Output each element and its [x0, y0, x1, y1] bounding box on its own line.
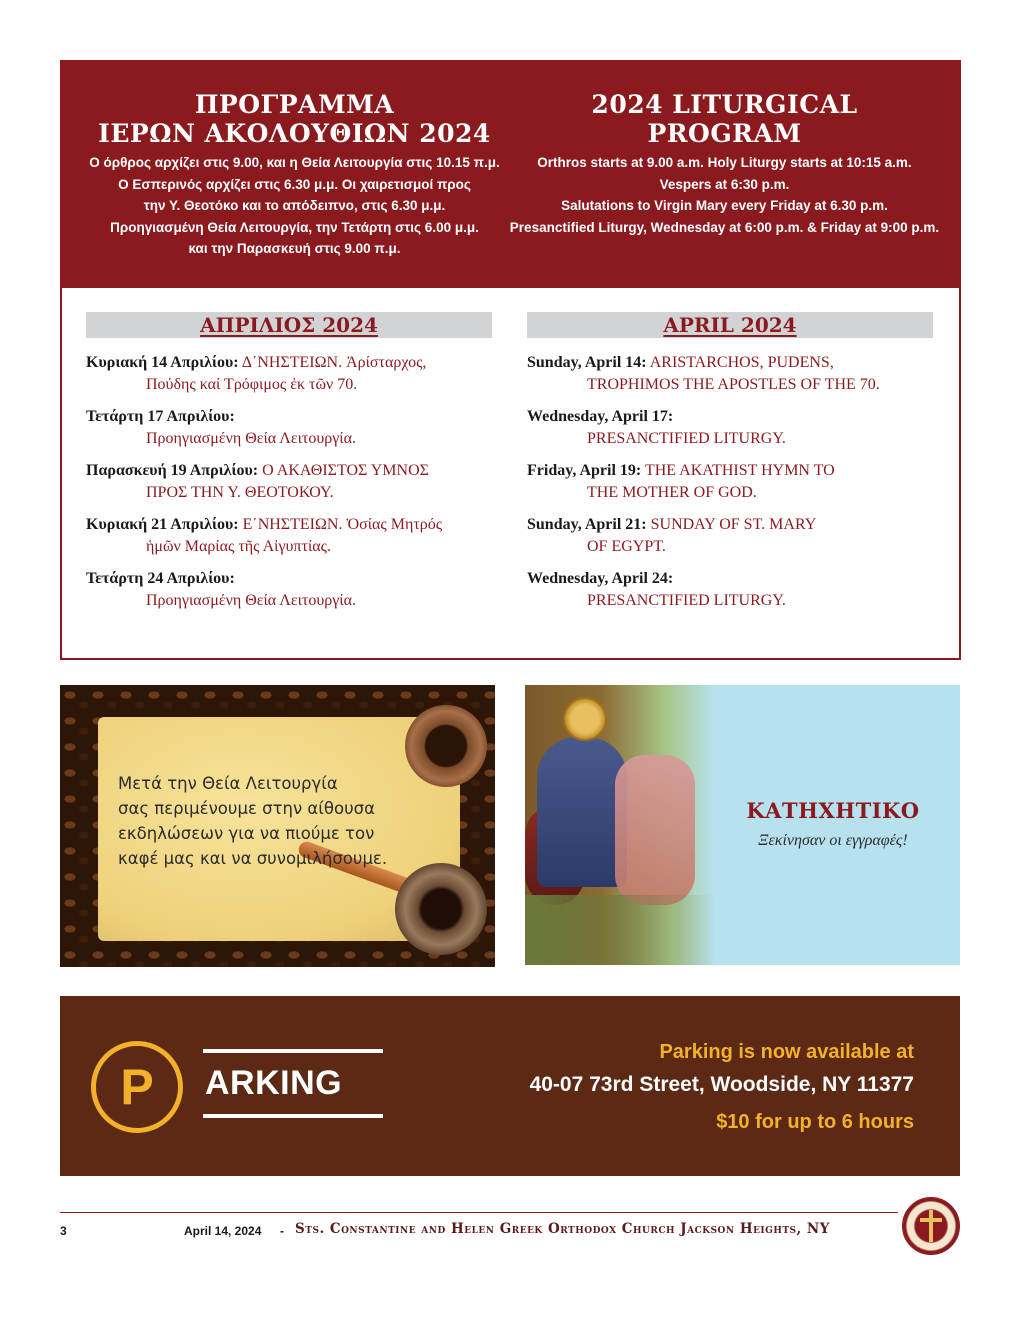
- english-title-line2: PROGRAM: [647, 119, 802, 148]
- church-seal-icon: [902, 1197, 960, 1255]
- parking-word: ARKING: [205, 1064, 343, 1102]
- parking-top-rule: [203, 1049, 383, 1053]
- parking-availability: Parking is now available at: [659, 1041, 914, 1063]
- greek-month-heading: ΑΠΡΙΛΙΟΣ 2024: [86, 312, 492, 338]
- greek-title-line1: ΠΡΟΓΡΑΜΜΑ: [194, 90, 395, 119]
- greek-service-line: Ο Εσπερινός αρχίζει στις 6.30 μ.μ. Οι χαιρετισμοί προς: [118, 176, 471, 192]
- list-item: [527, 460, 933, 504]
- footer-separator: -: [280, 1224, 284, 1238]
- entry-day: Sunday, April 21:: [527, 516, 647, 533]
- entry-day: Friday, April 19:: [527, 462, 642, 479]
- english-service-line: Salutations to Virgin Mary every Friday at 6.30 p.m.: [561, 198, 888, 213]
- greek-month-entries: [86, 352, 492, 612]
- english-service-times: [502, 152, 947, 238]
- icon-children-group: [615, 755, 695, 905]
- parking-price: $10 for up to 6 hours: [716, 1111, 914, 1133]
- english-service-line: Vespers at 6:30 p.m.: [659, 176, 790, 192]
- list-item: [86, 352, 492, 396]
- entry-event-continued: Πούδης καί Τρόφιμος ἐκ τῶν 70.: [146, 376, 358, 393]
- greek-program-header: [62, 90, 527, 260]
- page-number: 3: [60, 1224, 67, 1238]
- icon-christ-robe: [537, 737, 627, 887]
- coffee-pot-icon: [395, 863, 487, 955]
- entry-event-continued: PRESANCTIFIED LITURGY.: [587, 430, 786, 447]
- seal-cross-horizontal: [920, 1218, 942, 1222]
- entry-day: Τετάρτη 17 Απριλίου:: [86, 408, 235, 425]
- english-program-title: [502, 90, 947, 148]
- greek-service-line: και την Παρασκευή στις 9.00 π.μ.: [188, 241, 401, 256]
- entry-event: THE AKATHIST HYMN TO: [641, 462, 835, 479]
- entry-event-continued: Προηγιασμένη Θεία Λειτουργία.: [146, 592, 356, 609]
- list-item: [86, 568, 492, 612]
- english-month-column: [527, 312, 933, 622]
- english-month-entries: [527, 352, 933, 612]
- parking-banner: [60, 996, 960, 1176]
- parking-info: [530, 1040, 914, 1134]
- footer-date: April 14, 2024: [184, 1224, 262, 1238]
- greek-service-times: [62, 152, 527, 260]
- english-service-line: Orthros starts at 9.00 a.m. Holy Liturgy starts at 10:15 a.m.: [537, 155, 912, 170]
- list-item: [527, 406, 933, 450]
- program-header-banner: [62, 62, 959, 288]
- entry-event: Δ΄ΝΗΣΤΕΙΩΝ. Ἀρίσταρχος,: [238, 354, 427, 371]
- greek-service-line: Ο όρθρος αρχίζει στις 9.00, και η Θεία Λειτουργία στις 10.15 π.μ.: [89, 155, 500, 170]
- english-service-line: Presanctified Liturgy, Wednesday at 6:00 p.m. & Friday at 9:00 p.m.: [509, 219, 940, 235]
- entry-day: Παρασκευή 19 Απριλίου:: [86, 462, 259, 479]
- entry-event: Ε΄ΝΗΣΤΕΙΩΝ. Ὁσίας Μητρός: [238, 516, 443, 533]
- list-item: [527, 514, 933, 558]
- entry-event-continued: THE MOTHER OF GOD.: [587, 484, 757, 501]
- greek-title-line2: ΙΕΡΩΝ ΑΚΟΛΟΥΘΙΩΝ 2024: [98, 119, 491, 148]
- entry-event-continued: PRESANCTIFIED LITURGY.: [587, 592, 786, 609]
- parking-address: 40-07 73rd Street, Woodside, NY 11377: [529, 1073, 914, 1096]
- list-item: [527, 568, 933, 612]
- coffee-hour-panel: [60, 685, 495, 967]
- greek-service-line: την Υ. Θεοτόκο και το απόδειπνο, στις 6.30 μ.μ.: [143, 198, 446, 213]
- coffee-hour-message: [118, 771, 438, 871]
- english-program-header: [502, 90, 947, 238]
- coffee-message-line: Μετά την Θεία Λειτουργία: [118, 774, 338, 793]
- entry-event-continued: ΠΡΟΣ ΤΗΝ Υ. ΘΕΟΤΟΚΟΥ.: [146, 484, 334, 501]
- footer-divider: [60, 1212, 898, 1213]
- seal-cross-vertical: [929, 1210, 933, 1242]
- icon-ground: [525, 895, 715, 965]
- entry-event: Ο ΑΚΑΘΙΣΤΟΣ ΥΜΝΟΣ: [258, 462, 429, 479]
- english-month-heading: APRIL 2024: [527, 312, 933, 338]
- entry-event: SUNDAY OF ST. MARY: [646, 516, 817, 533]
- greek-service-line: Προηγιασμένη Θεία Λειτουργία, την Τετάρτη στις 6.00 μ.μ.: [110, 219, 479, 235]
- icon-halo: [563, 697, 607, 741]
- entry-day: Τετάρτη 24 Απριλίου:: [86, 570, 235, 587]
- english-title-line1: 2024 LITURGICAL: [591, 90, 858, 119]
- entry-event: ARISTARCHOS, PUDENS,: [646, 354, 834, 371]
- entry-event-continued: TROPHIMOS THE APOSTLES OF THE 70.: [587, 376, 880, 393]
- footer-church-name: Sts. Constantine and Helen Greek Orthodox Church Jackson Heights, NY: [295, 1221, 830, 1237]
- list-item: [527, 352, 933, 396]
- list-item: [86, 460, 492, 504]
- catechism-subtitle: Ξεκίνησαν οι εγγραφές!: [758, 832, 908, 849]
- list-item: [86, 514, 492, 558]
- liturgical-program-box: [60, 60, 961, 660]
- coffee-message-line: εκδηλώσεων για να πιούμε τον: [118, 824, 375, 843]
- entry-day: Sunday, April 14:: [527, 354, 647, 371]
- catechism-panel: [525, 685, 960, 965]
- list-item: [86, 406, 492, 450]
- entry-day: Κυριακή 21 Απριλίου:: [86, 516, 239, 533]
- parking-p-icon: P: [91, 1041, 183, 1133]
- coffee-message-line: καφέ μας και να συνομιλήσουμε.: [118, 849, 388, 868]
- catechism-title: ΚΑΤΗΧΗΤΙΚΟ: [746, 798, 920, 823]
- entry-day: Κυριακή 14 Απριλίου:: [86, 354, 239, 371]
- entry-event-continued: Προηγιασμένη Θεία Λειτουργία.: [146, 430, 356, 447]
- greek-month-column: [86, 312, 492, 622]
- coffee-message-line: σας περιμένουμε στην αίθουσα: [118, 799, 375, 818]
- entry-day: Wednesday, April 24:: [527, 570, 674, 587]
- entry-day: Wednesday, April 17:: [527, 408, 674, 425]
- entry-event-continued: OF EGYPT.: [587, 538, 666, 555]
- entry-event-continued: ἡμῶν Μαρίας τῆς Αἰγυπτίας.: [146, 538, 331, 555]
- christ-with-children-icon: [525, 685, 715, 965]
- greek-program-title: [62, 90, 527, 148]
- parking-bottom-rule: [203, 1114, 383, 1118]
